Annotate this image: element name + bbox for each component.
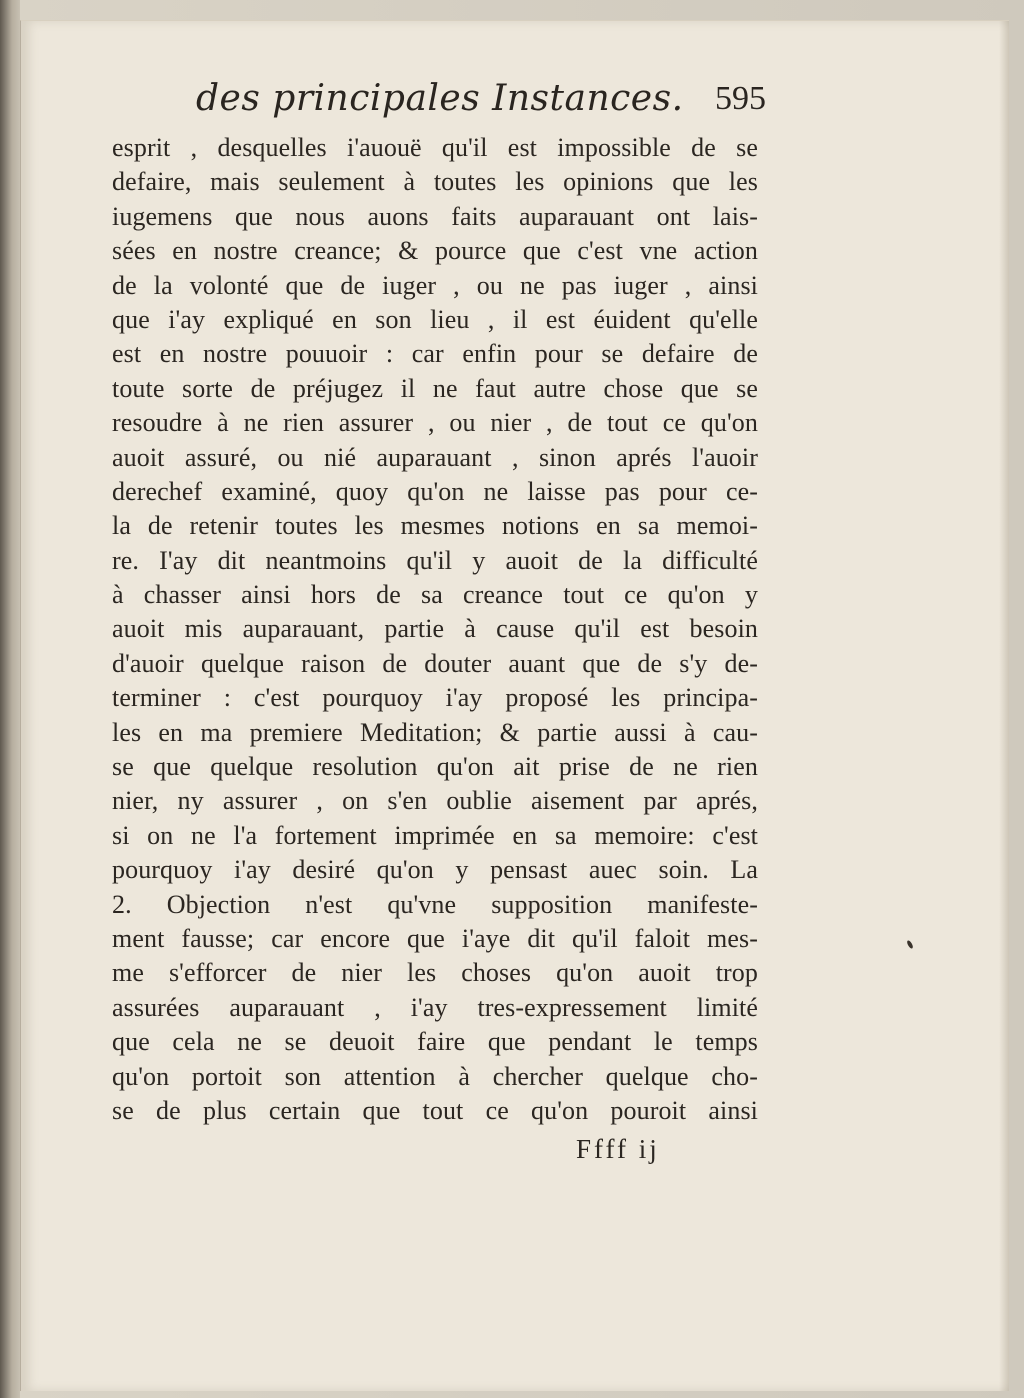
text-line: derechef examiné, quoy qu'on ne laisse pas pour ce- (112, 476, 758, 506)
text-line: si on ne l'a fortement imprimée en sa memoire: c'est (112, 820, 758, 850)
page-edge-shadow (999, 21, 1009, 1391)
running-head (196, 78, 766, 122)
text-line: d'auoir quelque raison de douter auant que de s'y de- (112, 648, 758, 678)
text-line: sées en nostre creance; & pource que c'est vne action (112, 236, 758, 266)
text-line: 2. Objection n'est qu'vne supposition manifeste- (112, 889, 758, 919)
text-line: me s'efforcer de nier les choses qu'on auoit trop (112, 958, 758, 988)
text-line: terminer : c'est pourquoy i'ay proposé les principa- (112, 683, 758, 713)
text-line: resoudre à ne rien assurer , ou nier , de tout ce qu'on (112, 408, 758, 438)
text-line: ment fausse; car encore que i'aye dit qu'il faloit mes- (112, 923, 758, 953)
text-line: auoit mis auparauant, partie à cause qu'il est besoin (112, 614, 758, 644)
text-line: les en ma premiere Meditation; & partie aussi à cau- (112, 717, 758, 747)
text-line: iugemens que nous auons faits auparauant ont lais- (112, 201, 758, 231)
running-title: des principales Instances. (196, 78, 684, 119)
text-line: se de plus certain que tout ce qu'on pouroit ainsi (112, 1095, 758, 1125)
book-spine-shadow (0, 0, 20, 1398)
text-line: la de retenir toutes les mesmes notions en sa memoi- (112, 511, 758, 541)
text-line: que i'ay expliqué en son lieu , il est éuident qu'elle (112, 304, 758, 334)
text-line: auoit assuré, ou nié auparauant , sinon aprés l'auoir (112, 442, 758, 472)
text-line: de la volonté que de iuger , ou ne pas iuger , ainsi (112, 270, 758, 300)
text-line: defaire, mais seulement à toutes les opinions que les (112, 167, 758, 197)
text-line: que cela ne se deuoit faire que pendant le temps (112, 1027, 758, 1057)
text-line: à chasser ainsi hors de sa creance tout ce qu'on y (112, 580, 758, 610)
text-line: se que quelque resolution qu'on ait prise de ne rien (112, 752, 758, 782)
text-line: nier, ny assurer , on s'en oublie aisement par aprés, (112, 786, 758, 816)
text-line: toute sorte de préjugez il ne faut autre chose que se (112, 373, 758, 403)
text-line: est en nostre pouuoir : car enfin pour se defaire de (112, 339, 758, 369)
signature-mark: Ffff ij (576, 1134, 660, 1164)
page-number: 595 (715, 80, 766, 117)
text-line: qu'on portoit son attention à chercher quelque cho- (112, 1061, 758, 1091)
body-text (112, 131, 758, 1128)
text-line: pourquoy i'ay desiré qu'on y pensast auec soin. La (112, 855, 758, 885)
text-line: re. I'ay dit neantmoins qu'il y auoit de la difficulté (112, 545, 758, 575)
text-line: assurées auparauant , i'ay tres-expressement limité (112, 992, 758, 1022)
text-line: esprit , desquelles i'auouë qu'il est impossible de se (112, 133, 758, 162)
